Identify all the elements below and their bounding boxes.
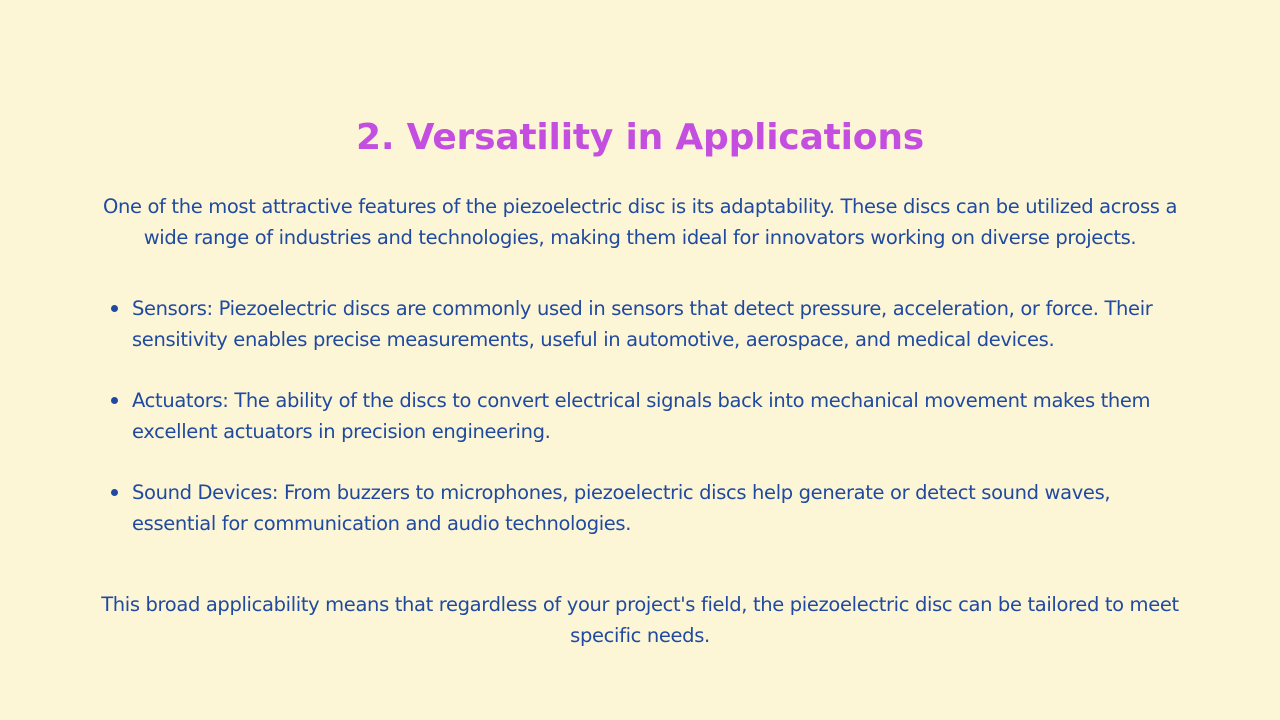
list-item-sound-devices: Sound Devices: From buzzers to microphones, piezoelectric discs help generate or detect sound waves, essential for communication and audio technologies. <box>100 477 1200 539</box>
intro-paragraph: One of the most attractive features of the piezoelectric disc is its adaptability. These discs can be utilized across a wide range of industries and technologies, making them ideal for innovators working on diverse projects. <box>102 194 1178 249</box>
slide-title: 2. Versatility in Applications <box>355 117 925 159</box>
closing-paragraph: This broad applicability means that regardless of your project's field, the piezoelectric disc can be tailored to meet specific needs. <box>101 592 1179 647</box>
applications-list <box>100 293 1200 569</box>
list-item-sensors: Sensors: Piezoelectric discs are commonly used in sensors that detect pressure, acceleration, or force. Their sensitivity enables precise measurements, useful in automotive, aerospace, and medical devices. <box>100 293 1200 355</box>
list-item-actuators: Actuators: The ability of the discs to convert electrical signals back into mechanical movement makes them excellent actuators in precision engineering. <box>100 385 1200 447</box>
